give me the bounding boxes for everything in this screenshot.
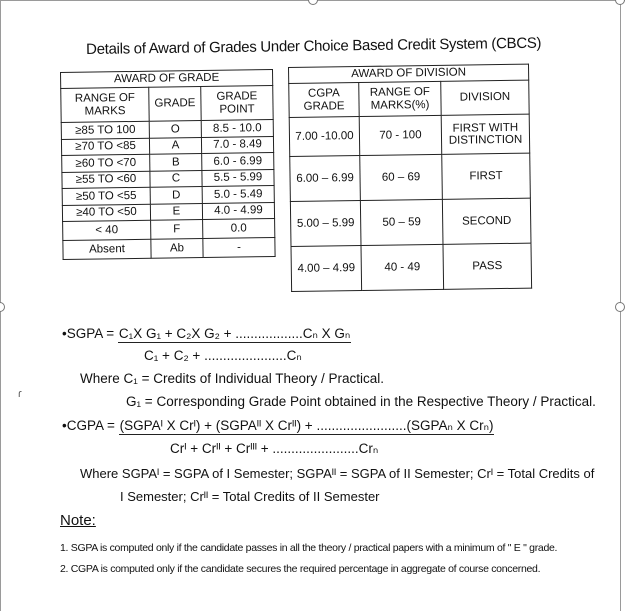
table-cell: ≥60 TO <70 — [62, 154, 150, 172]
column-header: GRADE — [149, 87, 201, 122]
table-cell: - — [203, 238, 275, 258]
table-cell: 40 - 49 — [361, 244, 444, 290]
resize-handle-top[interactable] — [308, 0, 318, 5]
note-heading: Note: — [60, 512, 96, 529]
table-cell: B — [150, 154, 202, 171]
table-cell: 5.00 – 5.99 — [290, 201, 361, 247]
table-cell: FIRST — [442, 153, 531, 199]
formula-lhs: SGPA = — [66, 326, 118, 341]
division-group-header: AWARD OF DIVISION — [289, 64, 529, 83]
award-of-grade-table — [60, 69, 276, 260]
table-cell: 6.00 – 6.99 — [290, 156, 361, 202]
table-cell: PASS — [443, 243, 532, 289]
bullet: • — [62, 418, 67, 433]
column-header: CGPA GRADE — [289, 83, 359, 118]
table-cell: ≥50 TO <55 — [62, 187, 150, 205]
table-cell: C — [150, 170, 202, 187]
resize-handle-left[interactable] — [0, 302, 5, 312]
sgpa-denominator: C₁ + C₂ + ......................Cₙ — [144, 348, 302, 363]
note-item-1: 1. SGPA is computed only if the candidate passes in all the theory / practical papers with a minimum of " E " grade. — [60, 542, 558, 554]
table-cell: 5.0 - 5.49 — [202, 186, 274, 204]
formula-numerator: (SGPAᴵ X Crᴵ) + (SGPAᴵᴵ X Crᴵᴵ) + ........................(SGPAₙ X Crₙ) — [119, 418, 495, 435]
table-cell: ≥70 TO <85 — [61, 138, 149, 156]
table-cell: 60 – 69 — [360, 154, 443, 200]
table-cell: O — [149, 121, 201, 138]
table-cell: FIRST WITH DISTINCTION — [441, 114, 530, 154]
column-header: DIVISION — [441, 80, 529, 115]
column-header: GRADE POINT — [201, 86, 273, 121]
stray-mark: ɾ — [18, 388, 22, 400]
table-cell: 4.00 – 4.99 — [291, 245, 362, 291]
table-cell: 4.0 - 4.99 — [202, 202, 274, 220]
table-cell: 8.5 - 10.0 — [201, 120, 273, 138]
table-cell: Absent — [63, 239, 151, 259]
table-cell: 7.00 -10.00 — [289, 117, 360, 157]
table-cell: F — [151, 220, 203, 240]
formula-numerator: C₁X G₁ + C₂X G₂ + ..................Cₙ X Gₙ — [118, 326, 351, 343]
column-header: RANGE OF MARKS(%) — [359, 81, 441, 116]
cgpa-where-line-2: I Semester; Crᴵᴵ = Total Credits of II Semester — [120, 489, 380, 504]
table-cell: E — [150, 203, 202, 220]
note-item-2: 2. CGPA is computed only if the candidate secures the required percentage in aggregate of course concerned. — [60, 563, 541, 575]
table-cell: 70 - 100 — [359, 115, 442, 155]
table-cell: < 40 — [63, 220, 151, 240]
formula-lhs: CGPA = — [66, 418, 119, 433]
cgpa-formula — [62, 418, 494, 435]
table-cell: 7.0 - 8.49 — [201, 136, 273, 154]
table-cell: ≥85 TO 100 — [61, 121, 149, 139]
cgpa-denominator: Crᴵ + Crᴵᴵ + Crᴵᴵᴵ + .......................Crₙ — [170, 441, 379, 456]
award-of-division-table — [288, 64, 532, 292]
table-cell: D — [150, 187, 202, 204]
table-cell: ≥55 TO <60 — [62, 171, 150, 189]
resize-handle-right[interactable] — [615, 302, 625, 312]
table-cell: 5.5 - 5.99 — [202, 169, 274, 187]
table-cell: 6.0 - 6.99 — [202, 153, 274, 171]
resize-handle-top-right[interactable] — [615, 0, 625, 5]
table-cell: A — [149, 137, 201, 154]
bullet: • — [62, 326, 67, 341]
sgpa-where-line-1: Where C₁ = Credits of Individual Theory / Practical. — [80, 371, 385, 386]
grade-group-header: AWARD OF GRADE — [61, 70, 273, 89]
table-cell: Ab — [151, 239, 203, 259]
sgpa-formula — [62, 326, 351, 343]
cgpa-where-line-1: Where SGPAᴵ = SGPA of I Semester; SGPAᴵᴵ = SGPA of II Semester; Crᴵ = Total Credits of — [80, 466, 595, 481]
table-cell: SECOND — [442, 198, 531, 244]
column-header: RANGE OF MARKS — [61, 87, 149, 122]
sgpa-where-line-2: G₁ = Corresponding Grade Point obtained in the Respective Theory / Practical. — [126, 394, 596, 409]
table-cell: ≥40 TO <50 — [62, 204, 150, 222]
document-title: Details of Award of Grades Under Choice Based Credit System (CBCS) — [86, 34, 542, 58]
table-cell: 0.0 — [203, 219, 275, 239]
table-cell: 50 – 59 — [360, 199, 443, 245]
